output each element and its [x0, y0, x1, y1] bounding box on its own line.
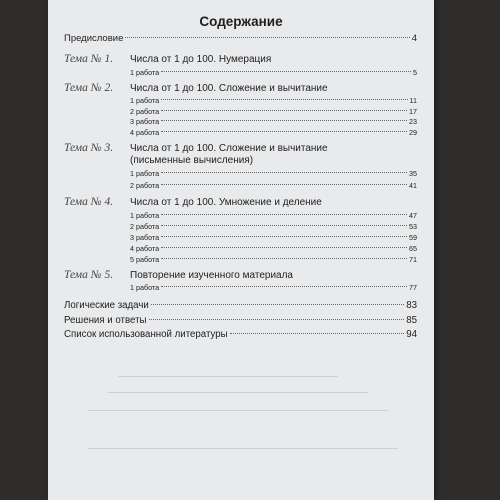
dot-leader	[161, 131, 407, 132]
toc-entry-preface	[64, 33, 417, 44]
toc-entry-page: 11	[409, 96, 417, 105]
dot-leader	[161, 184, 407, 185]
toc-entry-logic-tasks	[64, 300, 417, 311]
toc-entry-page: 23	[409, 117, 417, 126]
toc-entry	[130, 117, 417, 126]
topic-number: Тема № 3.	[64, 142, 114, 154]
toc-entry-page: 47	[409, 211, 417, 220]
toc-entry-label: 2 работа	[130, 107, 160, 116]
topic-title: Числа от 1 до 100. Нумерация	[130, 54, 272, 65]
toc-entry-label: 2 работа	[130, 222, 160, 231]
dot-leader	[161, 110, 407, 111]
toc-entry-label: Решения и ответы	[64, 315, 147, 326]
toc-entry-page: 77	[409, 283, 417, 292]
toc-entry	[130, 169, 417, 178]
toc-entry-page: 5	[413, 68, 417, 77]
dot-leader	[161, 286, 407, 287]
toc-entry-label: 1 работа	[130, 96, 160, 105]
toc-entry-page: 53	[409, 222, 417, 231]
toc-entry-page: 29	[409, 128, 417, 137]
dot-leader	[161, 236, 407, 237]
topic-title: Числа от 1 до 100. Умножение и деление	[130, 197, 322, 208]
toc-entry	[130, 128, 417, 137]
dot-leader	[161, 225, 407, 226]
toc-entry-solutions	[64, 315, 417, 326]
toc-entry	[130, 283, 417, 292]
toc-entry-label: 3 работа	[130, 233, 160, 242]
toc-entry-label: 1 работа	[130, 211, 160, 220]
document-page	[48, 0, 434, 500]
toc-entry	[130, 233, 417, 242]
toc-entry-page: 83	[406, 300, 417, 311]
toc-entry	[130, 211, 417, 220]
topic-title: Числа от 1 до 100. Сложение и вычитание	[130, 143, 328, 154]
dot-leader	[161, 71, 411, 72]
dot-leader	[161, 99, 407, 100]
toc-entry-page: 85	[406, 315, 417, 326]
toc-entry-page: 35	[409, 169, 417, 178]
toc-entry-label: 1 работа	[130, 169, 160, 178]
toc-entry-label: 1 работа	[130, 68, 160, 77]
toc-entry-label: 2 работа	[130, 181, 160, 190]
toc-entry-label: Логические задачи	[64, 300, 149, 311]
dot-leader	[125, 37, 409, 38]
toc-entry	[130, 96, 417, 105]
dot-leader	[161, 172, 407, 173]
toc-entry-label: 4 работа	[130, 244, 160, 253]
topic-number: Тема № 5.	[64, 269, 114, 281]
dot-leader	[161, 120, 407, 121]
toc-entry	[130, 244, 417, 253]
toc-entry-label: Предисловие	[64, 33, 124, 44]
toc-entry-label: Список использованной литературы	[64, 329, 228, 340]
toc-entry-bibliography	[64, 329, 417, 340]
toc-entry-page: 4	[411, 33, 417, 44]
toc-entry-page: 59	[409, 233, 417, 242]
toc-entry	[130, 222, 417, 231]
dot-leader	[161, 214, 407, 215]
dot-leader	[161, 258, 407, 259]
toc-entry-page: 71	[409, 255, 417, 264]
topic-title: Числа от 1 до 100. Сложение и вычитание	[130, 83, 328, 94]
toc-entry	[130, 107, 417, 116]
topic-number: Тема № 2.	[64, 82, 114, 94]
toc-entry	[130, 68, 417, 77]
dot-leader	[230, 333, 405, 334]
dot-leader	[151, 304, 404, 305]
dot-leader	[161, 247, 407, 248]
topic-title: Повторение изученного материала	[130, 270, 293, 281]
dot-leader	[149, 319, 405, 320]
toc-entry-label: 3 работа	[130, 117, 160, 126]
toc-entry	[130, 181, 417, 190]
toc-entry-page: 94	[406, 329, 417, 340]
toc-entry-label: 5 работа	[130, 255, 160, 264]
topic-title-continued: (письменные вычисления)	[130, 155, 254, 166]
topic-number: Тема № 4.	[64, 196, 114, 208]
toc-entry-page: 17	[409, 107, 417, 116]
toc-entry-label: 1 работа	[130, 283, 160, 292]
page-title: Содержание	[199, 14, 283, 29]
topic-number: Тема № 1.	[64, 53, 114, 65]
toc-entry-page: 41	[409, 181, 417, 190]
toc-entry-page: 65	[409, 244, 417, 253]
toc-entry-label: 4 работа	[130, 128, 160, 137]
toc-entry	[130, 255, 417, 264]
